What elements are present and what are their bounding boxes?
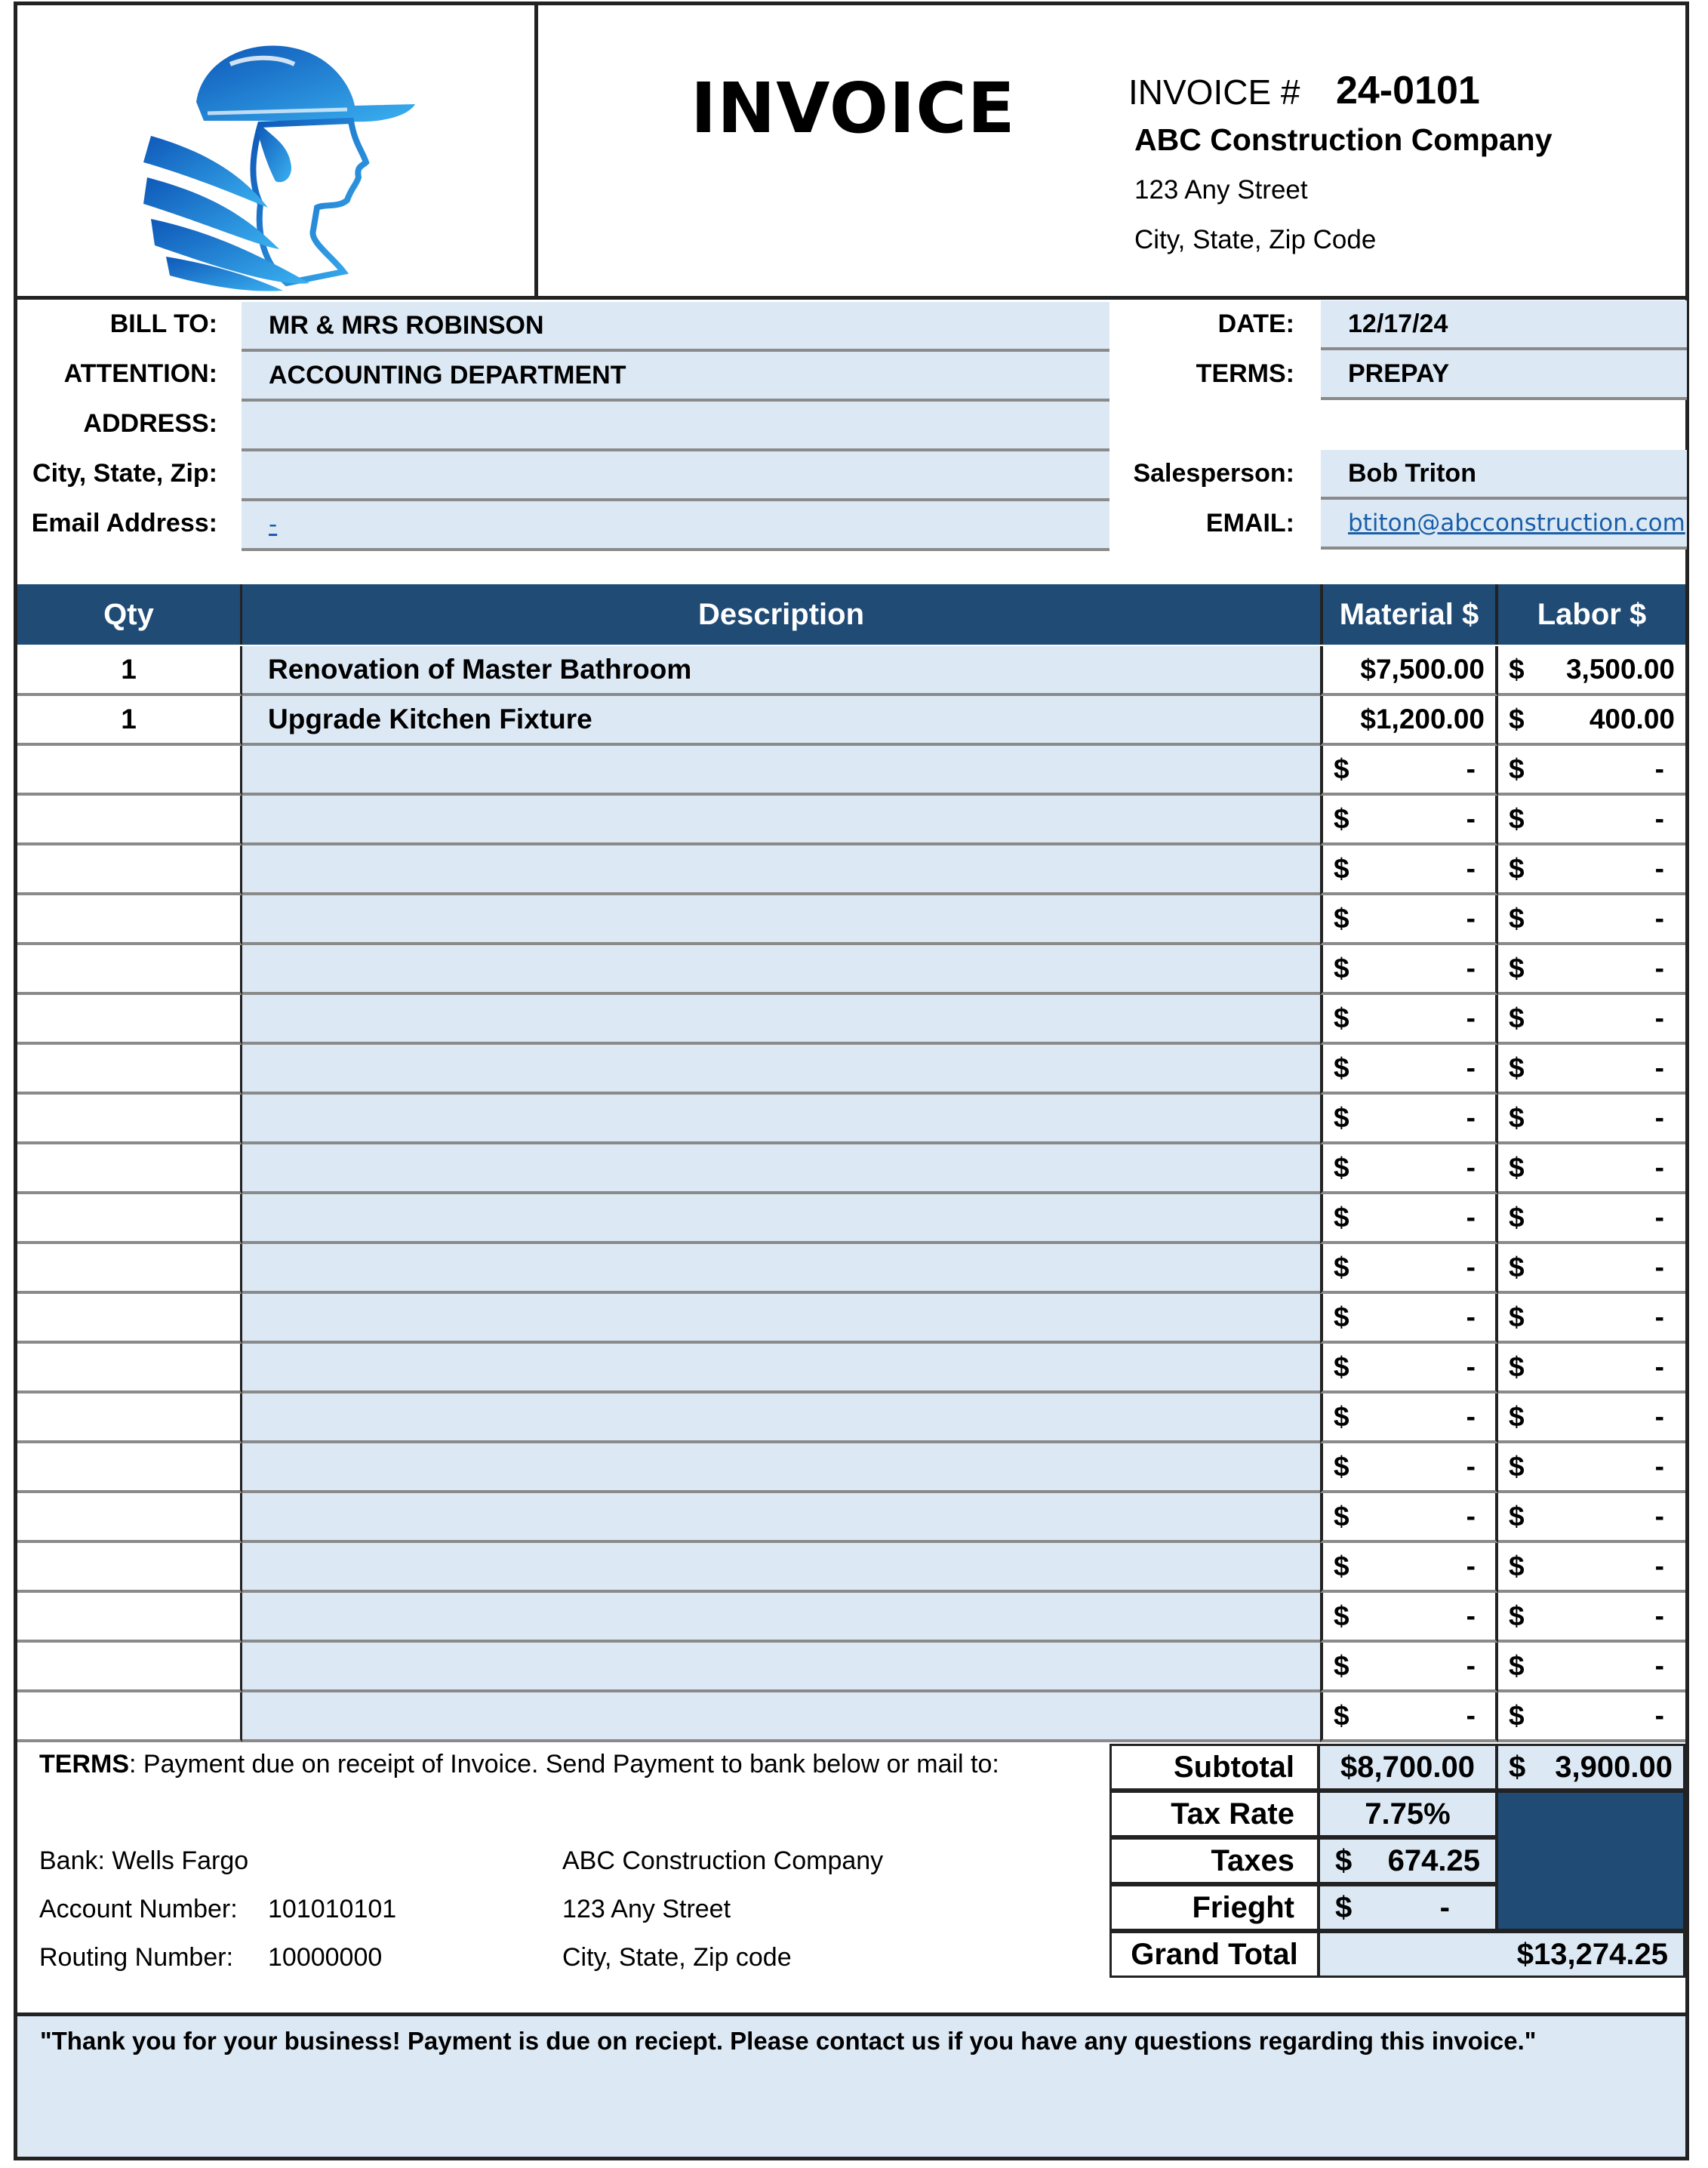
mail-city: City, State, Zip code (562, 1943, 792, 1972)
labor-currency: $ (1509, 1002, 1525, 1033)
labor-value: 400.00 (1589, 704, 1675, 734)
description-cell[interactable] (242, 945, 1320, 995)
material-currency: $ (1334, 1650, 1349, 1681)
qty-cell[interactable] (17, 1493, 242, 1543)
description-cell[interactable] (242, 895, 1320, 945)
material-cell[interactable] (1320, 1095, 1498, 1144)
labor-value: - (1654, 1002, 1664, 1033)
labor-currency: $ (1509, 1152, 1525, 1183)
material-currency: $ (1334, 1401, 1349, 1432)
construction-worker-logo-icon (136, 30, 430, 294)
material-currency: $ (1334, 1052, 1349, 1083)
material-cell[interactable] (1320, 1294, 1498, 1344)
material-cell[interactable] (1320, 1493, 1498, 1543)
subtotal-label: Subtotal (1109, 1744, 1319, 1791)
labor-currency: $ (1509, 1301, 1525, 1332)
labor-currency: $ (1509, 654, 1525, 685)
qty-cell[interactable]: 1 (17, 696, 242, 746)
tax-rate-value[interactable]: 7.75% (1318, 1791, 1497, 1837)
freight-value[interactable] (1318, 1884, 1497, 1931)
taxes-value (1318, 1837, 1497, 1884)
material-currency: $ (1334, 1102, 1349, 1133)
labor-value: - (1654, 1401, 1664, 1432)
material-currency: $ (1334, 903, 1349, 934)
description-cell[interactable] (242, 1493, 1320, 1543)
qty-cell[interactable] (17, 1144, 242, 1194)
bank-name: Bank: Wells Fargo (39, 1846, 249, 1875)
labor-currency: $ (1509, 903, 1525, 934)
material-currency: $ (1334, 1301, 1349, 1332)
terms-field[interactable]: PREPAY (1321, 350, 1687, 400)
labor-currency: $ (1509, 1351, 1525, 1382)
material-cell[interactable] (1320, 696, 1498, 746)
table-row (17, 1244, 1685, 1294)
routing-number-label: Routing Number: (39, 1943, 234, 1972)
qty-cell[interactable] (17, 1443, 242, 1493)
qty-cell[interactable] (17, 796, 242, 845)
labor-cell[interactable] (1498, 1593, 1685, 1643)
table-row (17, 1643, 1685, 1692)
taxes-label: Taxes (1109, 1837, 1319, 1884)
table-row (17, 845, 1685, 895)
labor-currency: $ (1509, 803, 1525, 834)
grand-total-value: $13,274.25 (1318, 1931, 1685, 1978)
labor-value: - (1654, 1301, 1664, 1332)
account-number: 101010101 (268, 1895, 397, 1923)
material-value: - (1466, 853, 1476, 884)
labor-currency: $ (1509, 1202, 1525, 1233)
description-cell[interactable]: Upgrade Kitchen Fixture (242, 696, 1320, 746)
description-cell[interactable] (242, 1443, 1320, 1493)
table-row (17, 1194, 1685, 1244)
labor-currency: $ (1509, 1252, 1525, 1283)
col-header-qty: Qty (17, 584, 242, 645)
material-value: - (1466, 1351, 1476, 1382)
table-row (17, 1045, 1685, 1095)
material-cell[interactable] (1320, 845, 1498, 895)
material-value: - (1466, 1052, 1476, 1083)
material-cell[interactable] (1320, 1643, 1498, 1692)
material-currency: $ (1334, 803, 1349, 834)
labor-cell[interactable] (1498, 696, 1685, 746)
subtotal-material: $8,700.00 (1318, 1744, 1497, 1791)
table-row (17, 1443, 1685, 1493)
labor-value: - (1654, 853, 1664, 884)
material-currency: $ (1334, 1700, 1349, 1731)
material-value: - (1466, 1700, 1476, 1731)
labor-currency: $ (1509, 1551, 1525, 1581)
account-number-label: Account Number: (39, 1895, 238, 1923)
description-cell[interactable] (242, 1244, 1320, 1294)
material-value: - (1466, 1401, 1476, 1432)
taxes-currency: $ (1335, 1843, 1353, 1877)
labor-cell[interactable] (1498, 1344, 1685, 1393)
labor-value: - (1654, 1152, 1664, 1183)
description-cell[interactable] (242, 995, 1320, 1045)
bill-to-field[interactable]: MR & MRS ROBINSON (242, 302, 1109, 352)
description-cell[interactable] (242, 1095, 1320, 1144)
material-cell[interactable] (1320, 1344, 1498, 1393)
qty-cell[interactable] (17, 1393, 242, 1443)
table-row (17, 1593, 1685, 1643)
labor-value: - (1654, 1052, 1664, 1083)
material-currency: $ (1334, 1202, 1349, 1233)
labor-value: - (1654, 753, 1664, 784)
labor-currency: $ (1509, 1052, 1525, 1083)
description-cell[interactable] (242, 1194, 1320, 1244)
qty-cell[interactable] (17, 1095, 242, 1144)
labor-value: - (1654, 803, 1664, 834)
qty-cell[interactable]: 1 (17, 646, 242, 696)
labor-currency: $ (1509, 753, 1525, 784)
table-row (17, 1692, 1685, 1742)
header-bottom-rule (14, 296, 1689, 300)
invoice-number-label: INVOICE # (1128, 72, 1300, 112)
material-value: - (1466, 1451, 1476, 1482)
qty-cell[interactable] (17, 1692, 242, 1742)
table-row (17, 1294, 1685, 1344)
material-cell[interactable] (1320, 1593, 1498, 1643)
description-cell[interactable] (242, 746, 1320, 796)
material-currency: $ (1334, 1252, 1349, 1283)
email-address-label: Email Address: (31, 509, 217, 537)
labor-value: - (1654, 1351, 1664, 1382)
material-cell[interactable] (1320, 1443, 1498, 1493)
terms-text (39, 1750, 999, 1779)
table-row (17, 1393, 1685, 1443)
grand-total-label: Grand Total (1109, 1931, 1319, 1978)
material-cell[interactable] (1320, 1244, 1498, 1294)
labor-value: - (1654, 953, 1664, 984)
description-cell[interactable] (242, 1344, 1320, 1393)
material-value: $7,500.00 (1360, 654, 1485, 685)
email-address-field[interactable] (242, 501, 1109, 551)
labor-value: - (1654, 1451, 1664, 1482)
company-name: ABC Construction Company (1134, 122, 1553, 157)
table-row (17, 1144, 1685, 1194)
labor-cell[interactable] (1498, 746, 1685, 796)
invoice-title: INVOICE (691, 68, 1016, 149)
labor-currency: $ (1509, 1501, 1525, 1532)
material-value: - (1466, 803, 1476, 834)
labor-cell[interactable] (1498, 1294, 1685, 1344)
material-currency: $ (1334, 1501, 1349, 1532)
city-state-zip-label: City, State, Zip: (32, 459, 217, 488)
col-header-description: Description (242, 584, 1320, 645)
labor-currency: $ (1509, 1600, 1525, 1631)
description-cell[interactable] (242, 845, 1320, 895)
col-header-material: Material $ (1320, 584, 1498, 645)
labor-cell[interactable] (1498, 1144, 1685, 1194)
sales-email-field[interactable] (1321, 500, 1687, 550)
material-cell[interactable] (1320, 995, 1498, 1045)
sales-email-link[interactable]: btiton@abcconstruction.com (1348, 510, 1685, 537)
qty-cell[interactable] (17, 746, 242, 796)
material-value: - (1466, 1650, 1476, 1681)
invoice-number: 24-0101 (1336, 69, 1480, 112)
thank-you-box (17, 2016, 1685, 2157)
labor-cell[interactable] (1498, 1493, 1685, 1543)
terms-bold-label: TERMS (39, 1750, 129, 1778)
labor-currency: $ (1509, 1650, 1525, 1681)
labor-cell[interactable] (1498, 945, 1685, 995)
qty-cell[interactable] (17, 1643, 242, 1692)
labor-cell[interactable] (1498, 1443, 1685, 1493)
material-currency: $ (1334, 753, 1349, 784)
material-value: - (1466, 1252, 1476, 1283)
qty-cell[interactable] (17, 1294, 242, 1344)
terms-label: TERMS: (1196, 359, 1294, 388)
table-row (17, 895, 1685, 945)
subtotal-labor-value: 3,900.00 (1555, 1750, 1673, 1784)
subtotal-labor (1496, 1744, 1685, 1791)
freight-amount: - (1439, 1890, 1450, 1924)
table-row (17, 1095, 1685, 1144)
mail-street: 123 Any Street (562, 1895, 731, 1923)
labor-cell[interactable] (1498, 796, 1685, 845)
material-cell[interactable] (1320, 746, 1498, 796)
qty-cell[interactable] (17, 1543, 242, 1593)
labor-cell[interactable] (1498, 1045, 1685, 1095)
description-cell[interactable] (242, 1393, 1320, 1443)
freight-currency: $ (1335, 1890, 1353, 1924)
address-field[interactable] (242, 402, 1109, 451)
material-cell[interactable] (1320, 796, 1498, 845)
material-value: - (1466, 1551, 1476, 1581)
address-label: ADDRESS: (83, 409, 217, 438)
labor-cell[interactable] (1498, 1692, 1685, 1742)
labor-currency: $ (1509, 1401, 1525, 1432)
material-currency: $ (1334, 1600, 1349, 1631)
material-value: - (1466, 1600, 1476, 1631)
labor-value: - (1654, 1551, 1664, 1581)
material-currency: $ (1334, 1551, 1349, 1581)
qty-cell[interactable] (17, 845, 242, 895)
freight-label: Frieght (1109, 1884, 1319, 1931)
sales-email-label: EMAIL: (1205, 509, 1294, 537)
qty-cell[interactable] (17, 895, 242, 945)
material-currency: $ (1334, 1152, 1349, 1183)
qty-cell[interactable] (17, 1194, 242, 1244)
table-row (17, 796, 1685, 845)
thank-you-message: "Thank you for your business! Payment is due on reciept. Please contact us if you have any questions regarding this invoice." (40, 2027, 1537, 2055)
material-currency: $ (1334, 1002, 1349, 1033)
company-city: City, State, Zip Code (1134, 225, 1377, 254)
material-currency: $ (1334, 953, 1349, 984)
material-value: - (1466, 1152, 1476, 1183)
table-row (17, 1543, 1685, 1593)
city-state-zip-field[interactable] (242, 451, 1109, 501)
material-cell[interactable] (1320, 1543, 1498, 1593)
labor-cell[interactable] (1498, 1244, 1685, 1294)
labor-currency: $ (1509, 704, 1525, 734)
labor-cell[interactable] (1498, 995, 1685, 1045)
labor-value: - (1654, 1202, 1664, 1233)
material-value: - (1466, 1002, 1476, 1033)
material-value: - (1466, 1301, 1476, 1332)
material-value: - (1466, 1501, 1476, 1532)
material-value: - (1466, 1102, 1476, 1133)
table-row (17, 995, 1685, 1045)
material-value: - (1466, 903, 1476, 934)
bill-to-label: BILL TO: (109, 309, 217, 338)
subtotal-labor-currency: $ (1509, 1750, 1526, 1784)
company-street: 123 Any Street (1134, 175, 1308, 205)
description-cell[interactable]: Renovation of Master Bathroom (242, 646, 1320, 696)
email-address-link[interactable]: - (269, 511, 278, 538)
salesperson-label: Salesperson: (1133, 459, 1294, 488)
taxes-amount: 674.25 (1387, 1843, 1480, 1877)
labor-value: - (1654, 1700, 1664, 1731)
labor-currency: $ (1509, 853, 1525, 884)
material-cell[interactable] (1320, 1045, 1498, 1095)
labor-cell[interactable] (1498, 895, 1685, 945)
summary-filler-block (1496, 1791, 1685, 1931)
labor-value: - (1654, 1102, 1664, 1133)
material-cell[interactable] (1320, 945, 1498, 995)
qty-cell[interactable] (17, 995, 242, 1045)
description-cell[interactable] (242, 1294, 1320, 1344)
labor-currency: $ (1509, 1700, 1525, 1731)
labor-cell[interactable] (1498, 1095, 1685, 1144)
labor-cell[interactable] (1498, 845, 1685, 895)
labor-cell[interactable] (1498, 1393, 1685, 1443)
table-row (17, 746, 1685, 796)
table-row (17, 945, 1685, 995)
material-value: $1,200.00 (1360, 704, 1485, 734)
material-cell[interactable] (1320, 1692, 1498, 1742)
description-cell[interactable] (242, 1144, 1320, 1194)
labor-value: 3,500.00 (1565, 654, 1675, 685)
material-cell[interactable] (1320, 895, 1498, 945)
material-currency: $ (1334, 1351, 1349, 1382)
header-divider (534, 2, 538, 300)
labor-cell[interactable] (1498, 1194, 1685, 1244)
qty-cell[interactable] (17, 1593, 242, 1643)
attention-label: ATTENTION: (63, 359, 217, 388)
material-value: - (1466, 753, 1476, 784)
labor-currency: $ (1509, 953, 1525, 984)
qty-cell[interactable] (17, 1344, 242, 1393)
table-row (17, 1493, 1685, 1543)
material-currency: $ (1334, 853, 1349, 884)
material-value: - (1466, 953, 1476, 984)
material-value: - (1466, 1202, 1476, 1233)
tax-rate-label: Tax Rate (1109, 1791, 1319, 1837)
salesperson-field[interactable]: Bob Triton (1321, 450, 1687, 500)
routing-number: 10000000 (268, 1943, 383, 1972)
table-row (17, 1344, 1685, 1393)
labor-cell[interactable] (1498, 1543, 1685, 1593)
labor-value: - (1654, 1650, 1664, 1681)
description-cell[interactable] (242, 1593, 1320, 1643)
description-cell[interactable] (242, 1692, 1320, 1742)
description-cell[interactable] (242, 1543, 1320, 1593)
material-cell[interactable] (1320, 646, 1498, 696)
qty-cell[interactable] (17, 1045, 242, 1095)
material-cell[interactable] (1320, 1144, 1498, 1194)
mail-company-name: ABC Construction Company (562, 1846, 884, 1875)
date-label: DATE: (1217, 309, 1294, 338)
qty-cell[interactable] (17, 1244, 242, 1294)
labor-value: - (1654, 1501, 1664, 1532)
material-cell[interactable] (1320, 1194, 1498, 1244)
labor-currency: $ (1509, 1451, 1525, 1482)
labor-value: - (1654, 1252, 1664, 1283)
labor-value: - (1654, 1600, 1664, 1631)
labor-cell[interactable] (1498, 646, 1685, 696)
description-cell[interactable] (242, 1045, 1320, 1095)
col-header-labor: Labor $ (1498, 584, 1685, 645)
labor-value: - (1654, 903, 1664, 934)
attention-field[interactable]: ACCOUNTING DEPARTMENT (242, 352, 1109, 402)
terms-body: : Payment due on receipt of Invoice. Send Payment to bank below or mail to: (129, 1750, 999, 1778)
material-cell[interactable] (1320, 1393, 1498, 1443)
labor-currency: $ (1509, 1102, 1525, 1133)
date-field[interactable]: 12/17/24 (1321, 300, 1687, 350)
material-currency: $ (1334, 1451, 1349, 1482)
labor-cell[interactable] (1498, 1643, 1685, 1692)
qty-cell[interactable] (17, 945, 242, 995)
table-row (17, 696, 1685, 746)
table-row (17, 646, 1685, 696)
description-cell[interactable] (242, 1643, 1320, 1692)
description-cell[interactable] (242, 796, 1320, 845)
